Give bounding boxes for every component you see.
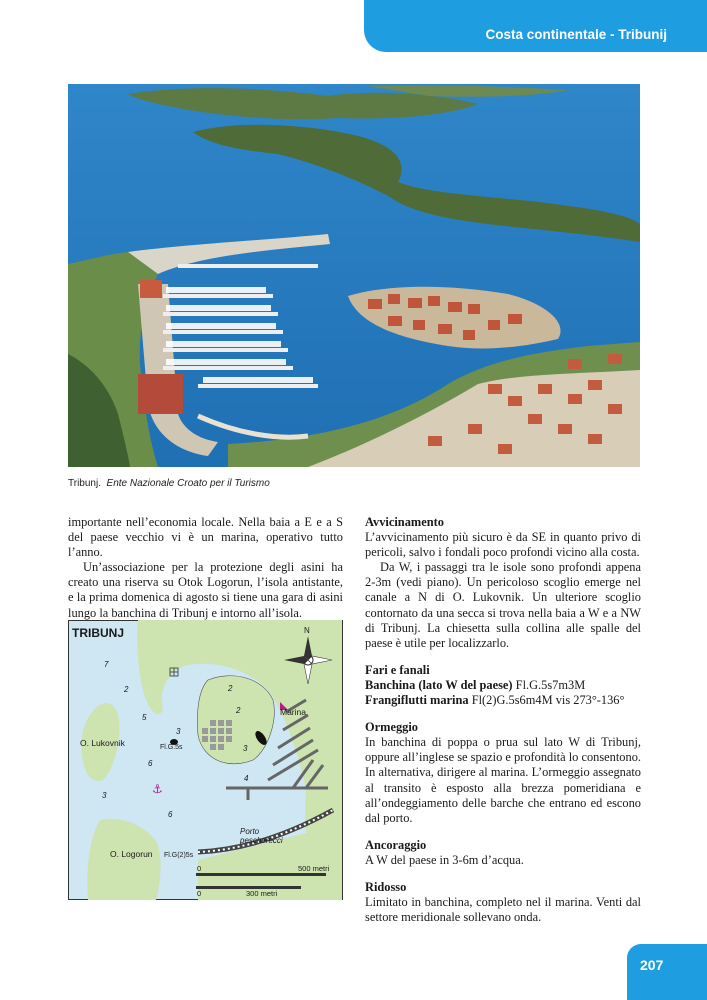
- avvicinamento-heading: Avvicinamento: [365, 515, 444, 529]
- avvicinamento-paragraph-1: L’avvicinamento più sicuro è da SE in quanto privo di pericoli, salvo i fondali poco profondi vicino alla costa.: [365, 530, 641, 560]
- page-number-tab: [627, 944, 707, 1000]
- depth-sounding: 4: [244, 774, 249, 783]
- fari-heading: Fari e fanali: [365, 662, 430, 677]
- map-scale-top-zero: 0: [197, 864, 202, 873]
- depth-sounding: 2: [228, 684, 233, 693]
- depth-sounding: 6: [168, 810, 173, 819]
- fari-line-1-label: Banchina (lato W del paese): [365, 677, 513, 692]
- page-number: 207: [640, 957, 664, 973]
- depth-sounding: 3: [243, 744, 248, 753]
- map-scale-top-label: 500 metri: [298, 864, 330, 873]
- chapter-title: Costa continentale - Tribunij: [485, 27, 667, 42]
- map-porto-label-2: pescherecci: [240, 836, 283, 845]
- avvicinamento-paragraph-2: Da W, i passaggi tra le isole sono profondi appena 2-3m (vedi piano). Un pericoloso scoglio emerge nel canale a N di O. Lukovnik. Un ulteriore scoglio contornato da una secca si trova nella baia a W e a NW di Tribunj. La chiesetta sulla collina alle spalle del paese è utile per localizzarlo.: [365, 560, 641, 650]
- map-title: TRIBUNJ: [72, 626, 125, 640]
- depth-sounding: 2: [236, 706, 241, 715]
- left-paragraph-1: importante nell’economia locale. Nella baia a E e a S del paese vecchio vi è un marina, operativo tutto l’anno.: [68, 515, 343, 560]
- ancoraggio-paragraph: A W del paese in 3-6m d’acqua.: [365, 852, 524, 867]
- ancoraggio-heading: Ancoraggio: [365, 837, 427, 852]
- aerial-photo-illustration: [68, 84, 640, 467]
- map-north-label: N: [304, 626, 310, 635]
- aerial-photo: [68, 84, 640, 467]
- svg-text:⚓: ⚓: [152, 782, 163, 796]
- left-column: [68, 515, 343, 621]
- fari-line-2: [365, 693, 641, 708]
- depth-sounding: 3: [176, 727, 181, 736]
- ridosso-paragraph: Limitato in banchina, completo nel il marina. Venti dal settore meridionale sollevano onda.: [365, 895, 641, 925]
- map-island-lukovnik: O. Lukovnik: [80, 738, 125, 748]
- left-paragraph-2: Un’associazione per la protezione degli asini ha creato una riserva su Otok Logorun, l’isola antistante, e la prima domenica di agosto si tiene una gara di asini lungo la banchina di Tribunj e intorno all’isola.: [68, 560, 343, 620]
- map-scale-bottom-label: 300 metri: [246, 889, 278, 898]
- caption-place: Tribunj.: [68, 478, 101, 489]
- depth-sounding: 2: [124, 685, 129, 694]
- header-tab: [364, 0, 707, 52]
- fari-line-1: [365, 678, 641, 693]
- depth-sounding: 6: [148, 759, 153, 768]
- photo-caption: [68, 478, 270, 489]
- fari-line-1-value: Fl.G.5s7m3M: [515, 677, 586, 692]
- map-light-2: Fl.G(2)5s: [164, 852, 194, 859]
- map-marina-label: Marina: [280, 707, 306, 717]
- map-porto-label-1: Porto: [240, 827, 260, 836]
- fari-line-2-value: Fl(2)G.5s6m4M vis 273°-136°: [471, 693, 625, 708]
- map-scale-bottom-zero: 0: [197, 889, 202, 898]
- ormeggio-paragraph: In banchina di poppa o prua sul lato W di Tribunj, oppure all’inglese se spazio e profondità lo consentono. In alternativa, dirigere al marina. L’ormeggio assegnato al transito è esposto alla brezza pomeridiana e all’ondeggiamento delle barche che entrano ed escono dal porto.: [365, 735, 641, 825]
- caption-credit: Ente Nazionale Croato per il Turismo: [106, 478, 270, 489]
- depth-sounding: 3: [102, 791, 107, 800]
- ridosso-heading: Ridosso: [365, 879, 407, 894]
- map-light-1: Fl.G.5s: [160, 744, 183, 751]
- right-column: [365, 515, 641, 925]
- harbour-plan: [68, 620, 343, 900]
- ormeggio-heading: Ormeggio: [365, 720, 418, 735]
- fari-line-2-label: Frangiflutti marina: [365, 693, 469, 708]
- depth-sounding: 7: [104, 660, 109, 669]
- map-island-logorun: O. Logorun: [110, 849, 153, 859]
- depth-sounding: 5: [142, 713, 147, 722]
